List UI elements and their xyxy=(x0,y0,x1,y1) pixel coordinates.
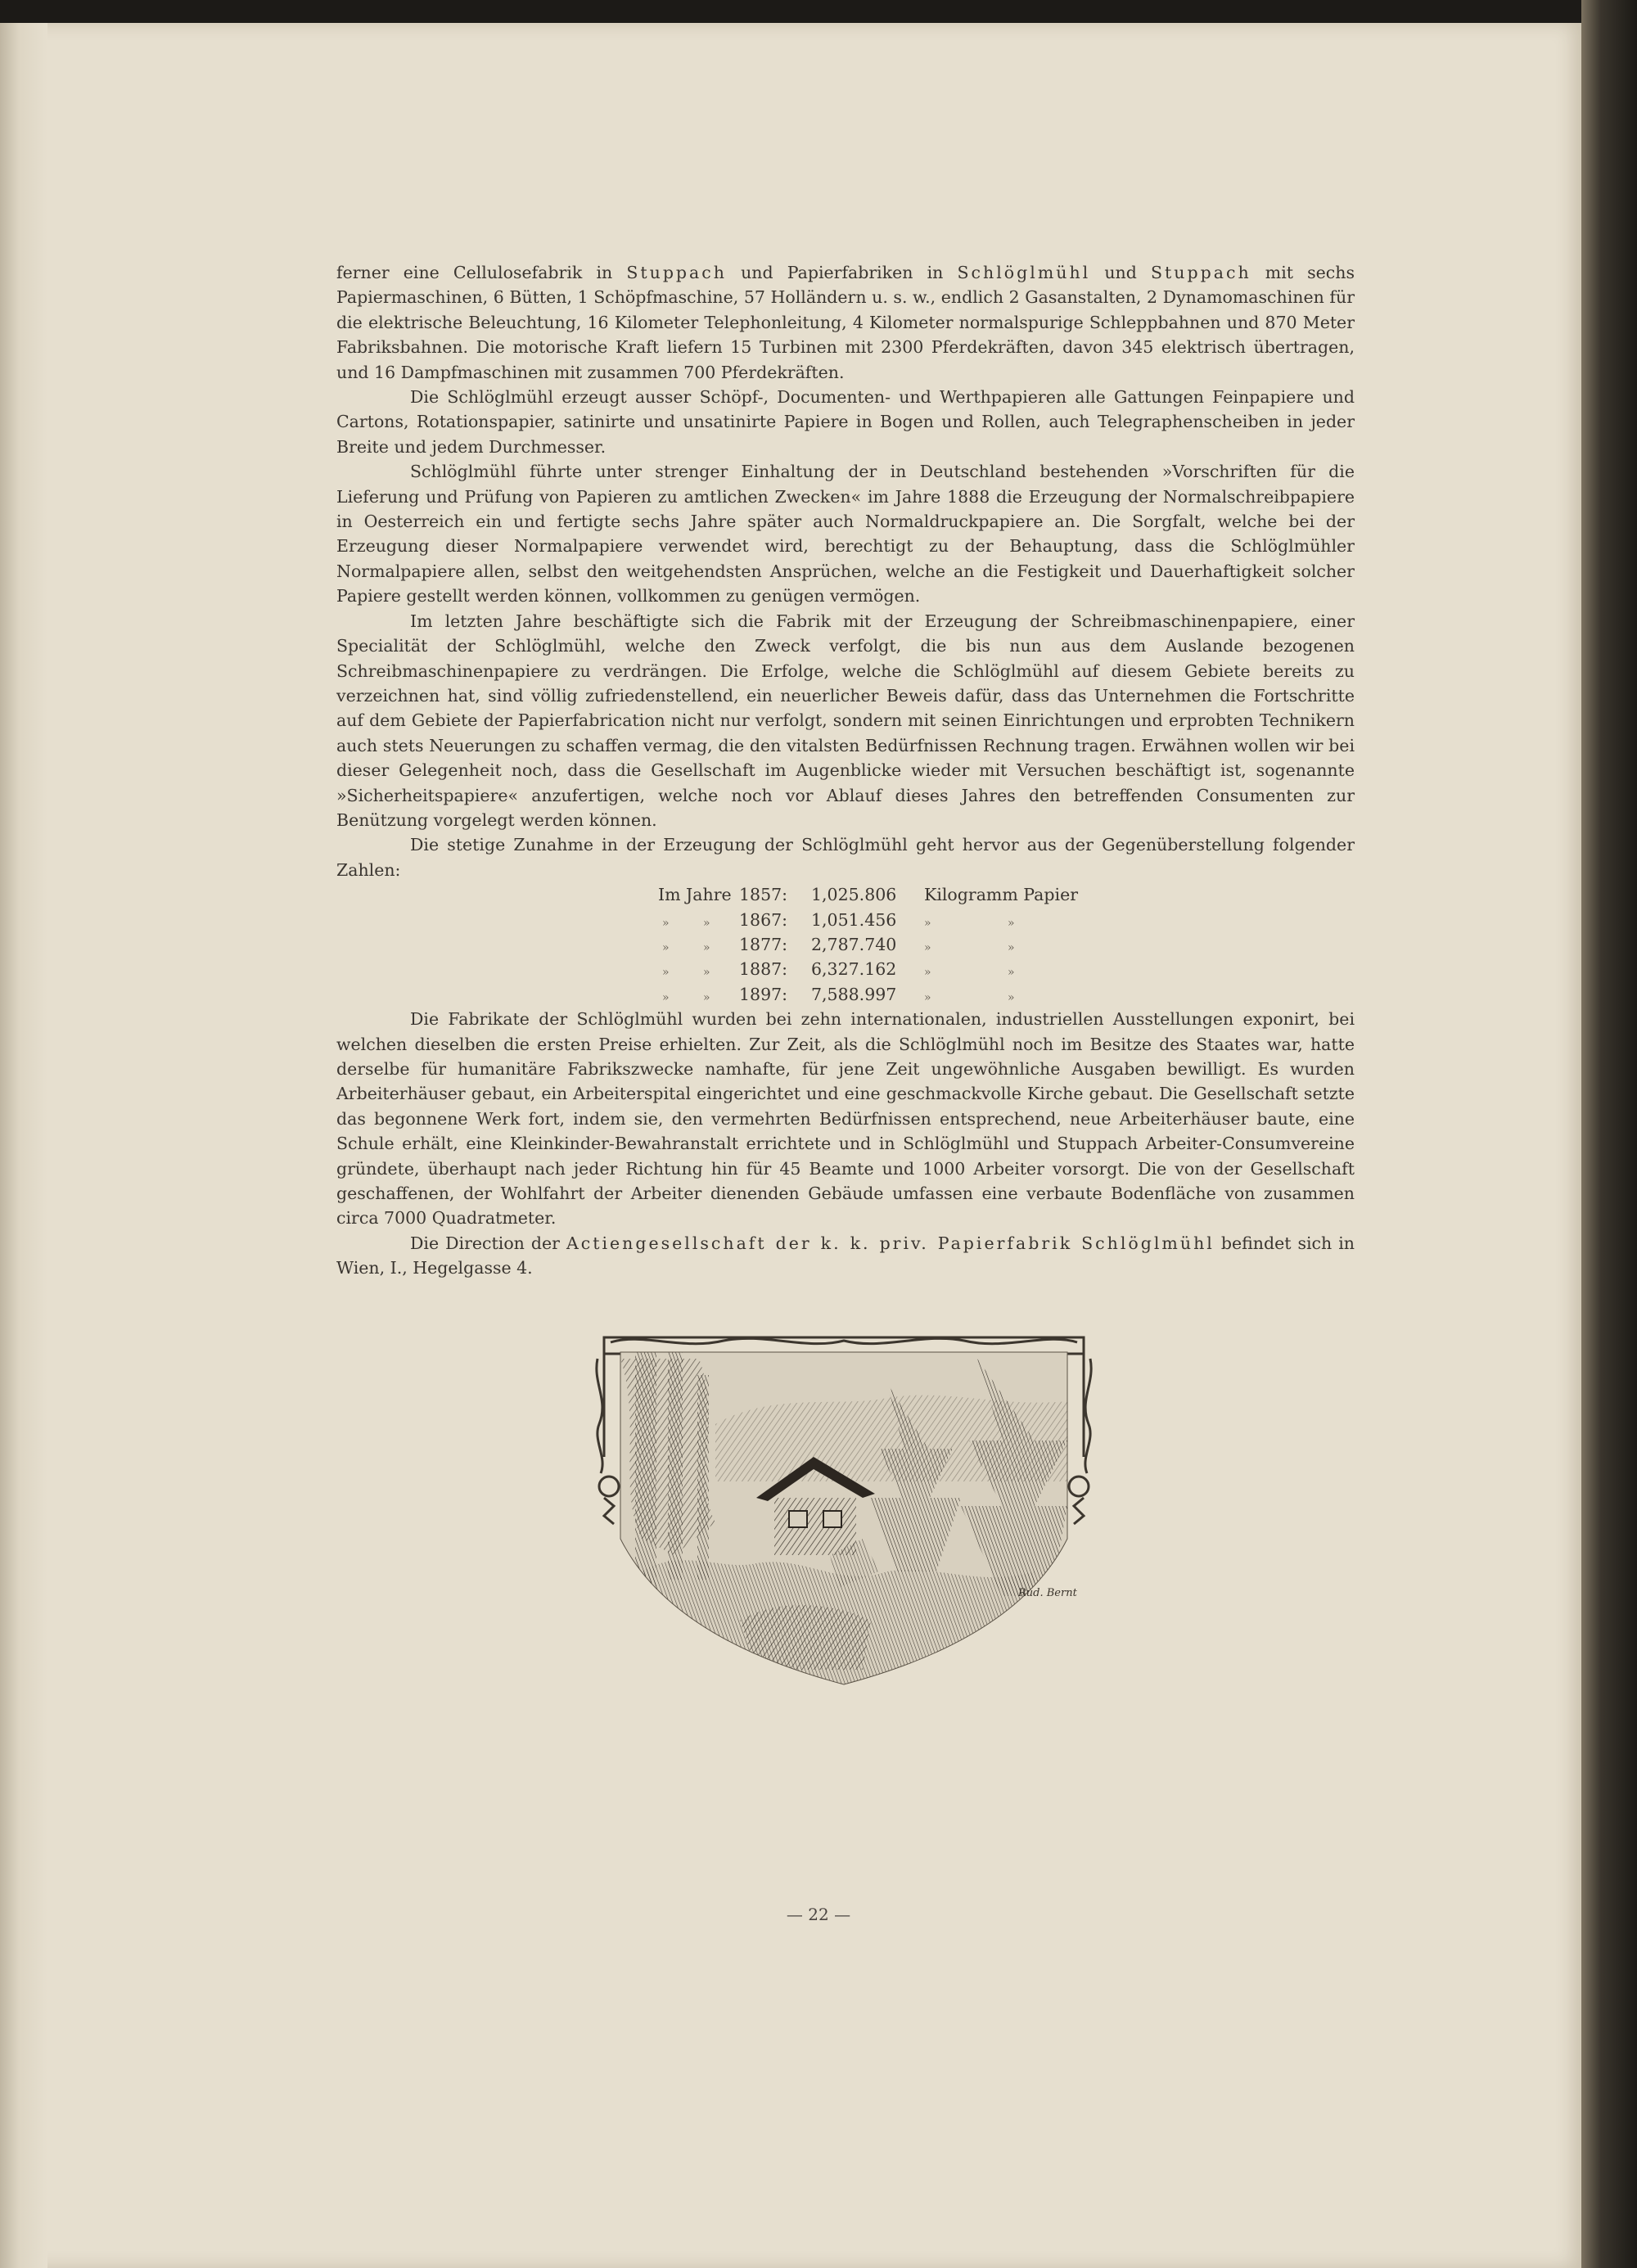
page-gutter-shadow xyxy=(0,23,47,2268)
table-year: 1887: xyxy=(739,959,788,980)
ditto-mark: » xyxy=(662,966,670,980)
ditto-mark: » xyxy=(703,990,710,1004)
next-page-edge xyxy=(1581,0,1637,2268)
ditto-mark: » xyxy=(662,916,670,930)
table-row xyxy=(336,982,1355,1007)
text-run: ferner eine Cellulosefabrik in xyxy=(336,263,627,282)
text-run: befindet sich in Wien, I., Hegelgasse 4. xyxy=(336,1233,1355,1278)
body-text xyxy=(336,260,1355,1281)
ditto-mark: » xyxy=(1008,990,1015,1004)
page-number: — 22 — xyxy=(786,1905,851,1924)
ditto-mark: » xyxy=(1008,940,1015,954)
table-value: 7,588.997 xyxy=(811,984,897,1004)
table-year: 1857: xyxy=(739,885,788,905)
ditto-mark: » xyxy=(703,966,710,980)
table-value: 1,025.806 xyxy=(811,885,897,905)
text-run: und xyxy=(1090,263,1152,282)
table-row xyxy=(336,957,1355,981)
paragraph-4: Im letzten Jahre beschäftigte sich die Fabrik mit der Erzeugung der Schreibmaschinenpapiere, einer Specialität der Schlöglmühl, welche den Zweck verfolgt, die bis nun aus dem Auslande bezogenen Schreibmaschinenpapiere zu verdrängen. Die Erfolge, welche die Schlöglmühl auf diesem Gebiete bereits zu verzeichnen hat, sind völlig zufriedenstellend, ein neuerlicher Beweis dafür, dass das Unternehmen die Fortschritte auf dem Gebiete der Papierfabrication nicht nur verfolgt, sondern mit seinen Einrichtungen und erprobten Technikern auch stets Neuerungen zu schaffen vermag, die den vitalsten Bedürfnissen Rechnung tragen. Erwähnen wollen wir bei dieser Gelegenheit noch, dass die Gesellschaft im Augenblicke wieder mit Versuchen beschäftigt ist, sogenannte »Sicherheitspapiere« anzufertigen, welche noch vor Ablauf dieses Jahres den betreffenden Consumenten zur Benützung vorgelegt werden können. xyxy=(336,611,1355,830)
table-row xyxy=(336,932,1355,957)
forest-scene xyxy=(593,1326,1095,1686)
table-year: 1877: xyxy=(739,934,788,954)
paragraph-5: Die stetige Zunahme in der Erzeugung der Schlöglmühl geht hervor aus der Gegenüberstellung folgender Zahlen: xyxy=(336,835,1355,880)
ditto-mark: » xyxy=(924,940,931,954)
production-table xyxy=(336,882,1355,1007)
table-year: 1897: xyxy=(739,984,788,1004)
paragraph-3: Schlöglmühl führte unter strenger Einhaltung der in Deutschland bestehenden »Vorschriften für die Lieferung und Prüfung von Papieren zu amtlichen Zwecken« im Jahre 1888 die Erzeugung der Normalschreibpapiere in Oesterreich ein und fertigte sechs Jahre später auch Normaldruckpapiere an. Die Sorgfalt, welche bei der Erzeugung dieser Normalpapiere verwendet wird, berechtigt zu der Behauptung, dass die Schlöglmühler Normalpapiere allen, selbst den weitgehendsten Ansprüchen, welche an die Festigkeit und Dauerhaftigkeit solcher Papiere gestellt werden können, vollkommen zu genügen vermögen. xyxy=(336,462,1355,606)
table-year: 1867: xyxy=(739,909,788,930)
spaced-word: Schlöglmühl xyxy=(957,263,1091,282)
spaced-word: Stuppach xyxy=(626,263,727,282)
illustration-signature: Rud. Bernt xyxy=(1018,1587,1077,1599)
spaced-word: Actiengesellschaft der k. k. priv. Papierfabrik Schlöglmühl xyxy=(566,1233,1215,1253)
ditto-mark: » xyxy=(924,966,931,980)
table-value: 6,327.162 xyxy=(811,959,897,980)
ditto-mark: » xyxy=(662,940,670,954)
table-prefix: Im Jahre xyxy=(658,885,732,905)
paragraph-2: Die Schlöglmühl erzeugt ausser Schöpf-, Documenten- und Werthpapieren alle Gattungen Feinpapiere und Cartons, Rotationspapier, satinirte und unsatinirte Papiere in Bogen und Rollen, auch Telegraphenscheiben in jeder Breite und jedem Durchmesser. xyxy=(336,387,1355,457)
forest-cabin-illustration xyxy=(593,1326,1095,1686)
spaced-word: Stuppach xyxy=(1151,263,1251,282)
table-row xyxy=(336,882,1355,907)
table-row xyxy=(336,908,1355,932)
ditto-mark: » xyxy=(924,916,931,930)
text-run: mit sechs Papiermaschinen, 6 Bütten, 1 Schöpfmaschine, 57 Holländern u. s. w., endlich 2 Gasanstalten, 2 Dynamomaschinen für die elektrische Beleuchtung, 16 Kilometer Telephonleitung, 4 Kilometer normalspurige Schleppbahnen und 870 Meter Fabriksbahnen. Die motorische Kraft liefern 15 Turbinen mit 2300 Pferdekräften, davon 345 elektrisch übertragen, und 16 Dampfmaschinen mit zusammen 700 Pferdekräften. xyxy=(336,263,1355,382)
ditto-mark: » xyxy=(1008,916,1015,930)
paragraph-1 xyxy=(336,260,1355,385)
text-run: und Papierfabriken in xyxy=(726,263,958,282)
ditto-mark: » xyxy=(1008,966,1015,980)
text-run: Die Direction der xyxy=(410,1233,566,1253)
paragraph-7 xyxy=(336,1231,1355,1281)
paragraph-6: Die Fabrikate der Schlöglmühl wurden bei zehn internationalen, industriellen Ausstellungen exponirt, bei welchen dieselben die ersten Preise erhielten. Zur Zeit, als die Schlöglmühl noch im Besitze des Staates war, hatte derselbe für humanitäre Fabrikszwecke namhafte, für jene Zeit ungewöhnliche Ausgaben bewilligt. Es wurden Arbeiterhäuser gebaut, ein Arbeiterspital eingerichtet und eine geschmackvolle Kirche gebaut. Die Gesellschaft setzte das begonnene Werk fort, indem sie, den vermehrten Bedürfnissen entsprechend, neue Arbeiterhäuser baute, eine Schule erhält, eine Kleinkinder-Bewahranstalt errichtete und in Schlöglmühl und Stuppach Arbeiter-Consumvereine gründete, überhaupt nach jeder Richtung hin für 45 Beamte und 1000 Arbeiter vorsorgt. Die von der Gesellschaft geschaffenen, der Wohlfahrt der Arbeiter dienenden Gebäude umfassen eine verbaute Bodenfläche von zusammen circa 7000 Quadratmeter. xyxy=(336,1009,1355,1229)
table-value: 1,051.456 xyxy=(811,909,897,930)
table-unit: Kilogramm Papier xyxy=(924,885,1079,905)
ditto-mark: » xyxy=(924,990,931,1004)
ditto-mark: » xyxy=(703,940,710,954)
table-value: 2,787.740 xyxy=(811,934,897,954)
ditto-mark: » xyxy=(703,916,710,930)
ditto-mark: » xyxy=(662,990,670,1004)
